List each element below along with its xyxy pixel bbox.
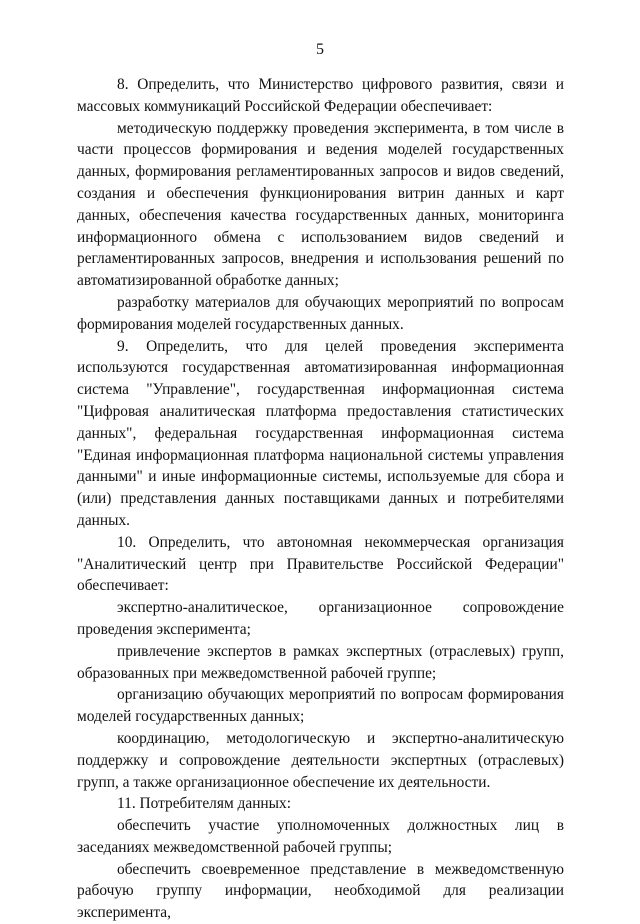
document-body <box>77 74 564 924</box>
paragraph-9: 9. Определить, что для целей проведения эксперимента используются государственная автоматизированная информационная система "Управление", государственная информационная система "Цифровая аналитическая платформа предоставления статистических данных", федеральная государственная информационная система "Единая информационная платформа национальной системы управления данными" и иные информационные системы, используемые для сбора и (или) представления данных поставщиками данных и потребителями данных. <box>77 337 564 529</box>
paragraph-11-item-participation: обеспечить участие уполномоченных должностных лиц в заседаниях межведомственной рабочей группы; <box>77 817 564 856</box>
paragraph-10: 10. Определить, что автономная некоммерческая организация "Аналитический центр при Правительстве Российской Федерации" обеспечивает: <box>77 533 564 595</box>
paragraph-11-item-information: обеспечить своевременное представление в межведомственную рабочую группу информации, необходимой для реализации эксперимента, <box>77 860 564 922</box>
paragraph-10-item-coordination: координацию, методологическую и экспертно-аналитическую поддержку и сопровождение деятельности экспертных (отраслевых) групп, а также организационное обеспечение их деятельности. <box>77 729 564 791</box>
paragraph-10-item-experts: привлечение экспертов в рамках экспертных (отраслевых) групп, образованных при межведомственной рабочей группе; <box>77 642 564 682</box>
paragraph-10-item-training: организацию обучающих мероприятий по вопросам формирования моделей государственных данных; <box>77 686 564 726</box>
paragraph-11: 11. Потребителям данных: <box>117 795 291 813</box>
paragraph-8: 8. Определить, что Министерство цифрового развития, связи и массовых коммуникаций Российской Федерации обеспечивает: <box>77 76 564 115</box>
paragraph-10-item-expert-support: экспертно-аналитическое, организационное сопровождение проведения эксперимента; <box>77 599 564 638</box>
paragraph-8-item-methodical-support: методическую поддержку проведения эксперимента, в том числе в части процессов формирования и ведения моделей государственных данных, формирования регламентированных запросов и видов сведений, создания и обеспечения функционирования витрин данных и карт данных, обеспечения качества государственных данных, мониторинга информационного обмена с использованием видов сведений и регламентированных запросов, внедрения и использования решений по автоматизированной обработке данных; <box>77 119 564 290</box>
page-number: 5 <box>316 41 324 58</box>
paragraph-8-item-training-materials: разработку материалов для обучающих мероприятий по вопросам формирования моделей государственных данных. <box>77 293 564 333</box>
